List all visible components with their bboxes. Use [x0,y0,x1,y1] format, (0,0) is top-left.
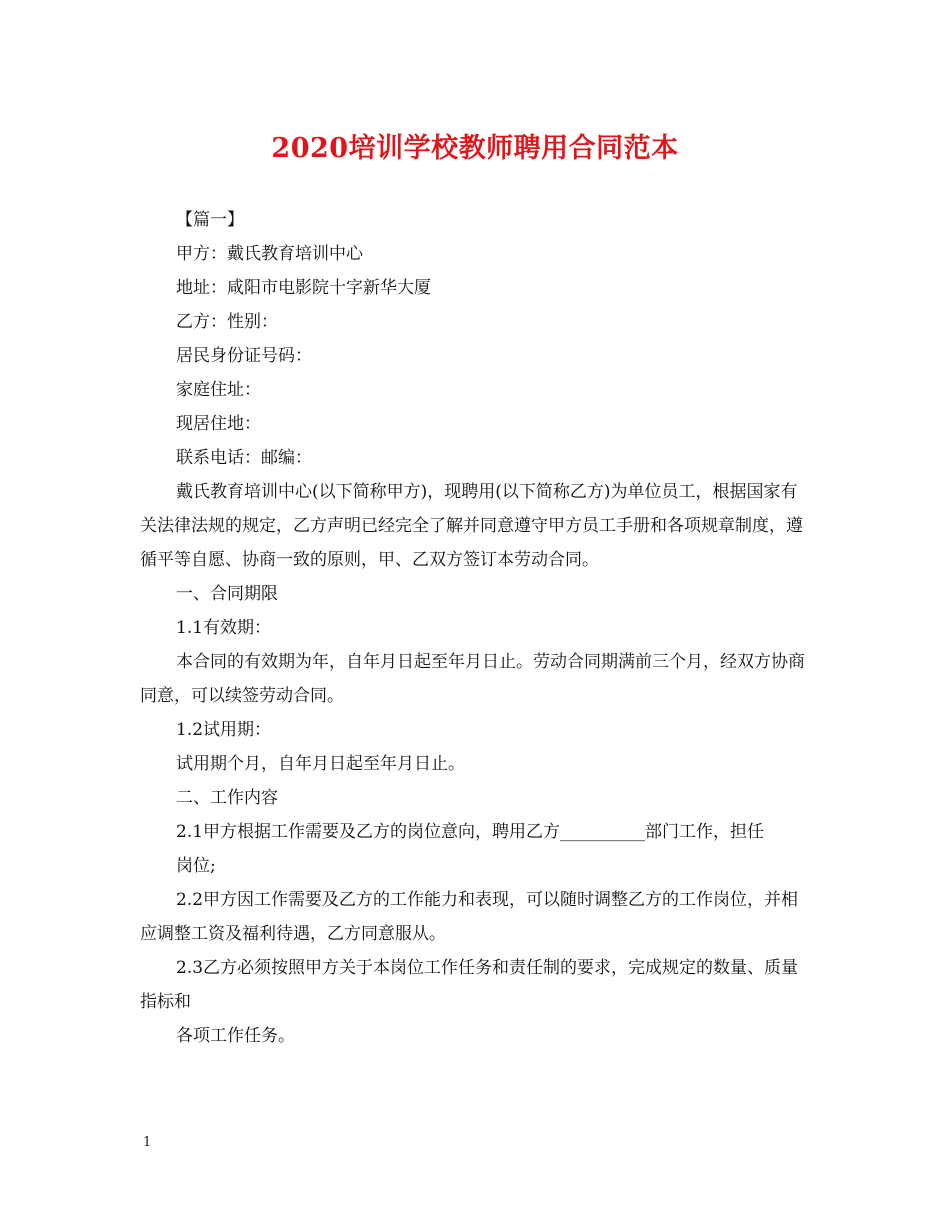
contact-line: 联系电话：邮编： [176,448,312,468]
party-a-line: 甲方：戴氏教育培训中心 [176,244,363,264]
clause-1-1: 1.1有效期： [176,618,272,638]
home-address-line: 家庭住址： [176,380,261,400]
id-number-line: 居民身份证号码： [176,346,312,366]
clause-1-2: 1.2试用期： [176,720,272,740]
clause-1-1-text: 本合同的有效期为年，自年月日起至年月日止。劳动合同期满前三个月，经双方协商同意，可以续签劳动合同。 [140,652,805,706]
party-b-line: 乙方：性别： [176,312,278,332]
clause-2-3: 2.3乙方必须按照甲方关于本岗位工作任务和责任制的要求，完成规定的数量、质量指标和 [140,958,799,1012]
page-number: 1 [143,1135,152,1150]
address-line: 地址：咸阳市电影院十字新华大厦 [176,278,431,298]
clause-1-2-text: 试用期个月，自年月日起至年月日止。 [176,754,465,774]
clause-2-1-cont: 岗位; [176,856,216,876]
clause-2-1: 2.1甲方根据工作需要及乙方的岗位意向，聘用乙方__________部门工作，担任 [176,822,765,842]
current-residence-line: 现居住地： [176,414,261,434]
section-heading: 【篇一】 [176,210,244,230]
document-body [140,203,812,1053]
preamble-paragraph: 戴氏教育培训中心(以下简称甲方)，现聘用(以下简称乙方)为单位员工，根据国家有关法律法规的规定，乙方声明已经完全了解并同意遵守甲方员工手册和各项规章制度，遵循平等自愿、协商一致的原则，甲、乙双方签订本劳动合同。 [140,482,803,570]
clause-heading-term: 一、合同期限 [176,584,278,604]
clause-heading-work: 二、工作内容 [176,788,278,808]
clause-2-3-cont: 各项工作任务。 [176,1026,295,1046]
document-title: 2020培训学校教师聘用合同范本 [271,133,679,164]
clause-2-2: 2.2甲方因工作需要及乙方的工作能力和表现，可以随时调整乙方的工作岗位，并相应调整工资及福利待遇，乙方同意服从。 [140,890,799,944]
